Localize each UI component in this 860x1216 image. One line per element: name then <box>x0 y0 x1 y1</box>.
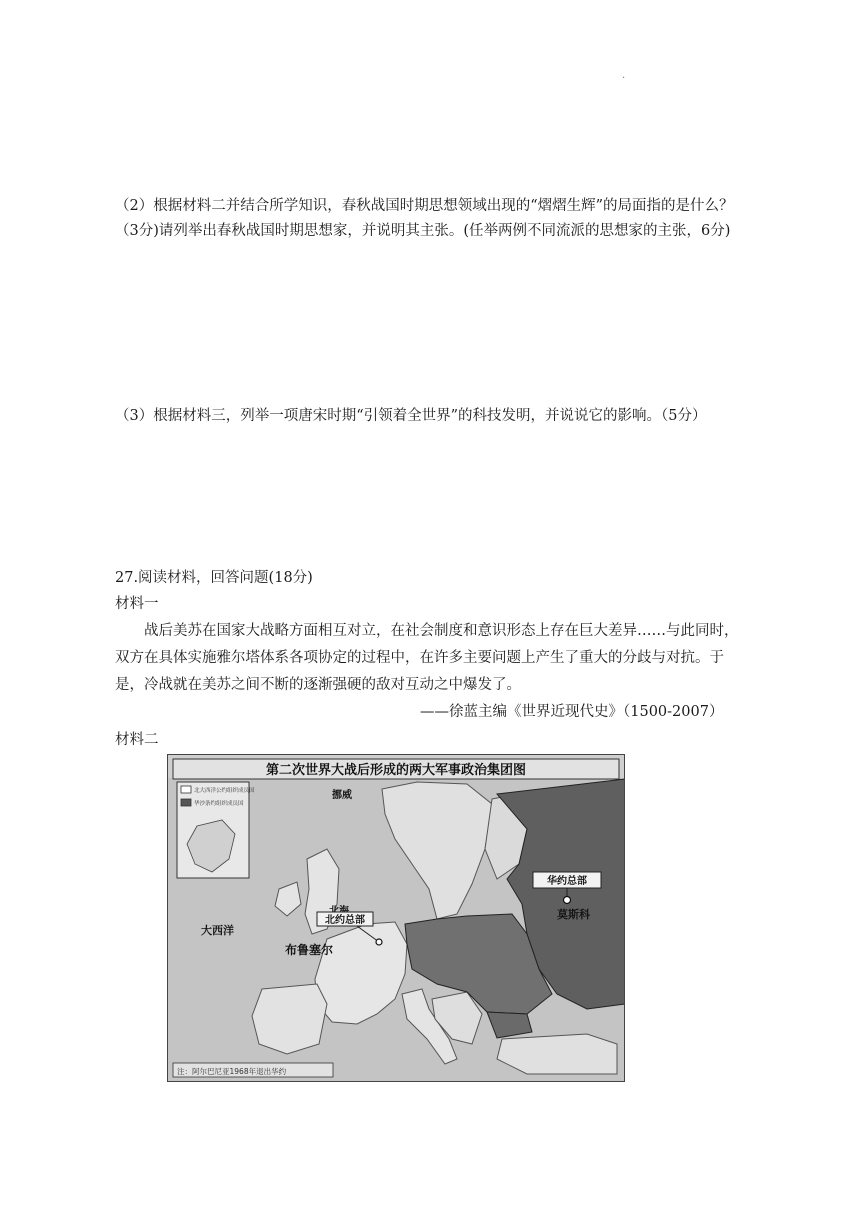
page-mark: . <box>622 70 626 81</box>
label-moscow: 莫斯科 <box>557 908 590 921</box>
material-1-label: 材料一 <box>115 596 159 612</box>
label-norway: 挪威 <box>332 790 352 801</box>
material-1-quote: 战后美苏在国家大战略方面相互对立，在社会制度和意识形态上存在巨大差异……与此同时，双方在具体实施雅尔塔体系各项协定的过程中，在许多主要问题上产生了重大的分歧与对抗。于是，冷战就在美苏之间不断的逐渐强硬的敌对互动之中爆发了。 <box>115 623 739 693</box>
question-27-heading: 27.阅读材料，回答问题(18分) <box>115 570 313 586</box>
moscow-marker <box>564 897 571 904</box>
label-atlantic: 大西洋 <box>201 924 234 937</box>
label-brussels: 布鲁塞尔 <box>285 943 334 957</box>
map-figure <box>167 754 625 1082</box>
question-2: （2）根据材料二并结合所学知识，春秋战国时期思想领域出现的“熠熠生辉”的局面指的是什么？（3分)请列举出春秋战国时期思想家，并说明其主张。(任举两例不同流派的思想家的主张，6分) <box>115 198 734 239</box>
material-2-label: 材料二 <box>115 732 159 748</box>
turkey <box>497 1034 617 1074</box>
question-3: （3）根据材料三，列举一项唐宋时期“引领着全世界”的科技发明，并说说它的影响。（5分） <box>115 408 707 424</box>
brussels-marker <box>376 939 382 945</box>
map-note: 注：阿尔巴尼亚1968年退出华约 <box>177 1067 287 1076</box>
legend-label-nato: 北大西洋公约组织成员国 <box>194 788 255 794</box>
map-title: 第二次世界大战后形成的两大军事政治集团图 <box>265 763 527 778</box>
cold-war-alliances-map <box>167 754 625 1082</box>
legend-swatch-nato <box>181 786 191 793</box>
legend-label-warsaw: 华沙条约组织成员国 <box>194 801 244 807</box>
material-1-source: ——徐蓝主编《世界近现代史》（1500-2007） <box>420 704 724 720</box>
label-warsaw-hq: 华约总部 <box>547 876 587 887</box>
iberia <box>252 984 327 1054</box>
legend-swatch-warsaw <box>181 799 191 806</box>
label-nato-hq: 北约总部 <box>325 915 365 926</box>
